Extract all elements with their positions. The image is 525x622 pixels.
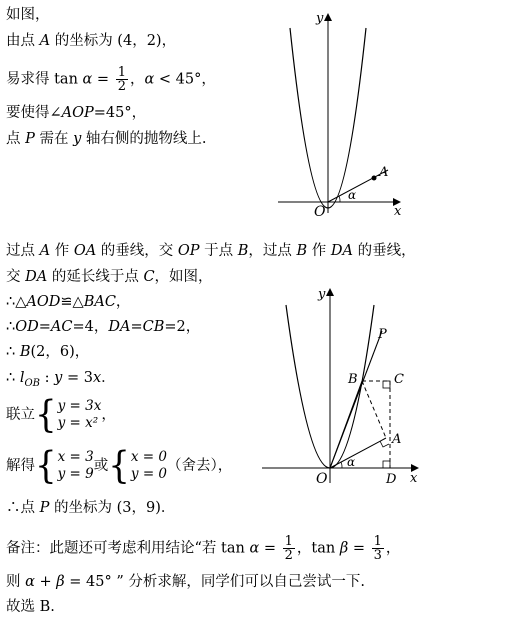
figure-2 (258, 285, 428, 490)
label-p: P (378, 327, 387, 342)
right-angle-d (383, 461, 390, 468)
line-ab (362, 381, 386, 438)
equation-system: x = 0 y = 0 (130, 449, 168, 482)
label-d: D (386, 472, 397, 487)
point-a (372, 176, 377, 181)
label-a: A (379, 165, 389, 180)
label-c: C (394, 372, 404, 387)
text-line: 易求得 tan α = $\frac{1}{2}$ ，α < 45°， (6, 65, 216, 94)
text-line: 备注：此题还可考虑利用结论“若 tan α = $\frac{1}{2}$ ，tan β = $\frac{1}{3}$ ， (6, 534, 401, 563)
label-b: B (348, 372, 358, 387)
label-x: x (394, 204, 402, 219)
label-o: O (316, 471, 328, 487)
right-angle-c (383, 381, 390, 388)
label-y: y (316, 11, 324, 26)
text-line: 由点 A 的坐标为 (4，2)， (6, 33, 177, 49)
figure-1 (270, 8, 410, 223)
text-line: 过点 A 作 OA 的垂线，交 OP 于点 B，过点 B 作 DA 的垂线， (6, 243, 416, 259)
text-line: ∴ $l_{OB}$ : y = 3x． (6, 370, 116, 389)
right-angle-a (380, 441, 389, 447)
text-line: 故选 B. (6, 599, 55, 615)
label-x: x (410, 471, 418, 486)
fraction: $\frac{1}{2}$ (117, 65, 126, 94)
angle-arc (339, 196, 340, 202)
text-line: ∴OD=AC=4，DA=CB=2， (6, 319, 201, 335)
text-line: 要使得∠AOP=45°， (6, 105, 147, 121)
fraction: $\frac{1}{2}$ (284, 534, 293, 563)
text-line: 点 P 需在 y 轴右侧的抛物线上. (6, 131, 207, 147)
text-line: ∴点 P 的坐标为 (3，9)． (6, 500, 176, 516)
angle-arc (341, 462, 342, 468)
label-y: y (318, 287, 326, 302)
label-alpha: α (347, 455, 356, 469)
equation-system: x = 3 y = 9 (57, 449, 94, 482)
text-line: ∴ B(2，6)， (6, 344, 90, 360)
text-line: ∴△AOD≌△BAC， (6, 294, 131, 310)
text-line: 交 DA 的延长线于点 C，如图， (6, 269, 213, 285)
text-line: 则 α + β = 45° ” 分析求解，同学们可以自己尝试一下. (6, 574, 365, 590)
label-o: O (314, 204, 326, 220)
label-a: A (392, 432, 402, 447)
text-line: 如图， (6, 7, 50, 23)
equation-system: y = 3x y = x² (57, 398, 102, 431)
label-alpha: α (348, 188, 357, 202)
line-oa (330, 438, 386, 468)
line-ob (330, 381, 362, 468)
fraction: $\frac{1}{3}$ (373, 534, 382, 563)
text-line: 联立{ y = 3x y = x² ， (6, 393, 116, 437)
text-line: 解得{ x = 3 y = 9 或{ x = 0 y = 0 （舍去）， (6, 444, 233, 488)
